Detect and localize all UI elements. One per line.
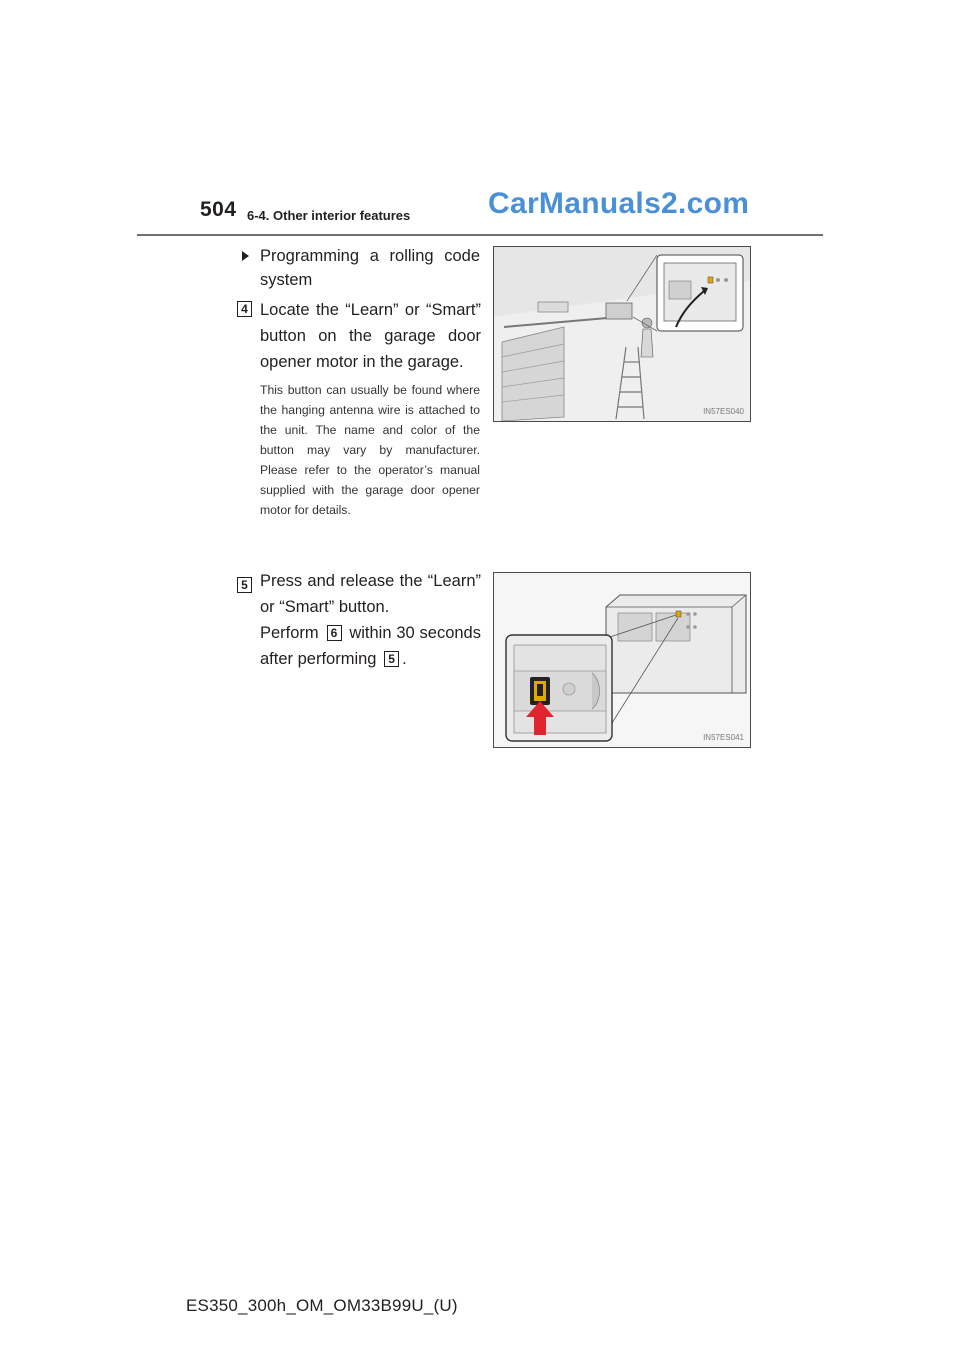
- step-4-text: Locate the “Learn” or “Smart” button on the garage door opener motor in the garage.: [260, 301, 481, 371]
- watermark-link[interactable]: CarManuals2.com: [488, 187, 750, 220]
- step-reference-badge: 6: [327, 625, 342, 641]
- triangle-bullet-icon: [242, 251, 249, 261]
- timing-prefix: Perform: [260, 624, 319, 642]
- step-reference-badge: 5: [384, 651, 399, 667]
- opener-unit-icon: [494, 573, 750, 747]
- step-5-instruction: Press and release the “Learn” or “Smart” button.: [260, 572, 481, 616]
- step-5-text: [260, 568, 481, 672]
- procedure-heading: [242, 244, 480, 292]
- page-number: 504: [200, 198, 237, 221]
- learn-button-illustration: [493, 572, 751, 748]
- figure-code: IN57ES040: [703, 407, 744, 416]
- section-title: 6-4. Other interior features: [247, 208, 411, 223]
- header-divider: [137, 234, 823, 236]
- step-number-badge: 4: [237, 301, 252, 317]
- step-4-note: This button can usually be found where the hanging antenna wire is attached to the unit. The name and color of the button may vary by manufacturer. Please refer to the operator’s manual supplied with the garage door opener motor for details.: [260, 383, 480, 517]
- step-number-badge: 5: [237, 577, 252, 593]
- figure-code: IN57ES041: [703, 733, 744, 742]
- timing-middle: within 30 seconds after performing: [260, 624, 481, 668]
- garage-opener-illustration: [493, 246, 751, 422]
- step-5-timing: [260, 620, 481, 672]
- garage-scene-icon: [494, 247, 750, 421]
- timing-suffix: .: [402, 650, 407, 668]
- document-code: ES350_300h_OM_OM33B99U_(U): [186, 1296, 458, 1315]
- procedure-heading-text: Programming a rolling code system: [260, 247, 480, 289]
